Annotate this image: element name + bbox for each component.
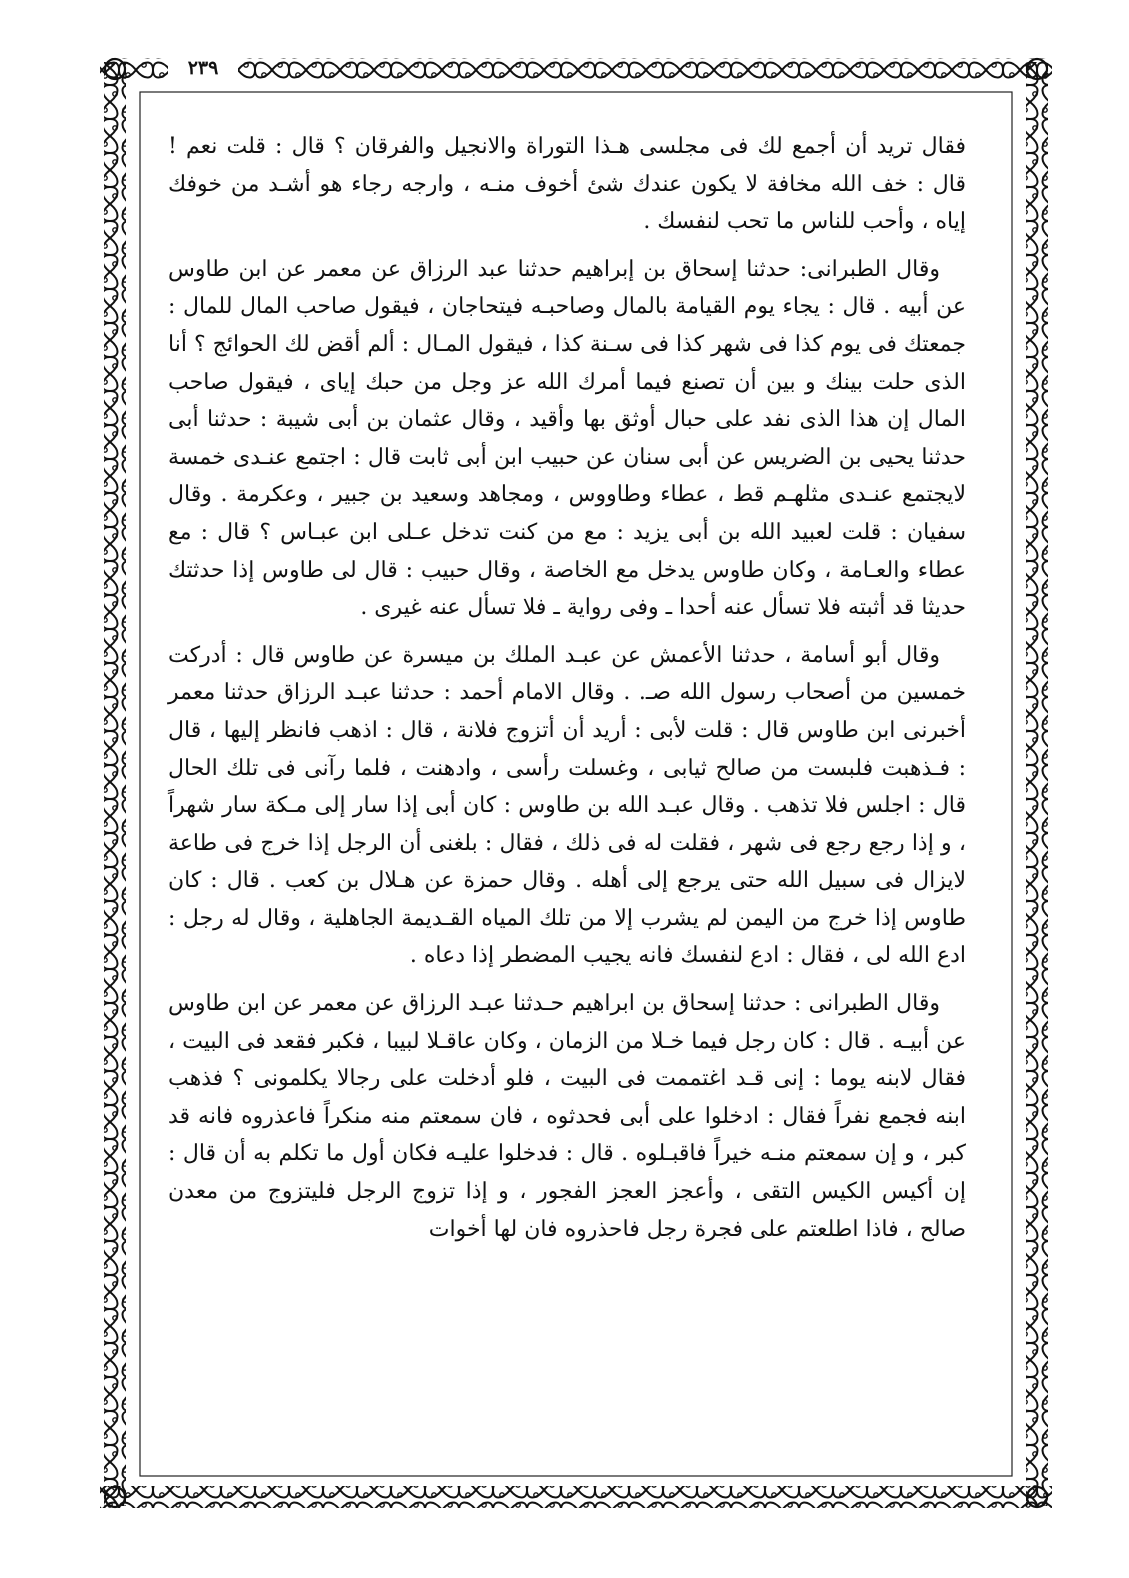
paragraph: وقال الطبرانى: حدثنا إسحاق بن إبراهيم حدثنا عبد الرزاق عن معمر عن ابن طاوس عن أبيه . قال : يجاء يوم القيامة بالمال وصاحبـه فيتحاجان ، فيقول صاحب المال للمال : جمعتك فى يوم كذا فى شهر كذا فى سـنة كذا ، فيقول المـال : ألم أقض لك الحوائج ؟ أنا الذى حلت بينك و بين أن تصنع فيما أمرك الله عز وجل من حبك إياى ، فيقول صاحب المال إن هذا الذى نفد على حبال أوثق بها وأقيد ، وقال عثمان بن أبى شيبة : حدثنا أبى حدثنا يحيى بن الضريس عن أبى سنان عن حبيب ابن أبى ثابت قال : اجتمع عنـدى خمسة لايجتمع عنـدى مثلهـم قط ، عطاء وطاووس ، ومجاهد وسعيد بن جبير ، وعكرمة . وقال سفيان : قلت لعبيد الله بن أبى يزيد : مع من كنت تدخل عـلى ابن عبـاس ؟ قال : مع عطاء والعـامة ، وكان طاوس يدخل مع الخاصة ، وقال حبيب : قال لى طاوس إذا حدثتك حديثا قد أثبته فلا تسأل عنه أحدا ـ وفى رواية ـ فلا تسأل عنه غيرى . xyxy=(168,256,967,621)
page-number: ٢٣٩ xyxy=(168,56,238,80)
paragraph: فقال تريد أن أجمع لك فى مجلسى هـذا التوراة والانجيل والفرقان ؟ قال : قلت نعم ! قال : خف الله مخافة لا يكون عندك شئ أخوف منـه ، وارجه رجاء هو أشـد من خوفك إياه ، وأحب للناس ما تحب لنفسك . xyxy=(168,134,966,235)
paragraph: وقال الطبرانى : حدثنا إسحاق بن ابراهيم حـدثنا عبـد الرزاق عن معمر عن ابن طاوس عن أبيـه . قال : كان رجل فيما خـلا من الزمان ، وكان عاقـلا لبيبا ، فكبر فقعد فى البيت ، فقال لابنه يوما : إنى قـد اغتممت فى البيت ، فلو أدخلت على رجالا يكلمونى ؟ فذهب ابنه فجمع نفراً فقال : ادخلوا على أبى فحدثوه ، فان سمعتم منه منكراً فاعذروه فانه قد كبر ، و إن سمعتم منـه خيراً فاقبـلوه . قال : فدخلوا عليـه فكان أول ما تكلم به أن قال : إن أكيس الكيس التقى ، وأعجز العجز الفجور ، و إذا تزوج الرجل فليتزوج من معدن صالح ، فاذا اطلعتم على فجرة رجل فاحذروه فان لها أخوات xyxy=(168,991,966,1242)
page-text xyxy=(168,128,966,1468)
paragraph: وقال أبو أسامة ، حدثنا الأعمش عن عبـد الملك بن ميسرة عن طاوس قال : أدركت خمسين من أصحاب رسول الله صـ. . وقال الامام أحمد : حدثنا عبـد الرزاق حدثنا معمر أخبرنى ابن طاوس قال : قلت لأبى : أريد أن أتزوج فلانة ، قال : اذهب فانظر إليها ، قال : فـذهبت فلبست من صالح ثيابى ، وغسلت رأسى ، وادهنت ، فلما رآنى فى تلك الحال قال : اجلس فلا تذهب . وقال عبـد الله بن طاوس : كان أبى إذا سار إلى مـكة سار شهراً ، و إذا رجع رجع فى شهر ، فقلت له فى ذلك ، فقال : بلغنى أن الرجل إذا خرج فى طاعة لايزال فى سبيل الله حتى يرجع إلى أهله . وقال حمزة عن هـلال بن كعب . قال : كان طاوس إذا خرج من اليمن لم يشرب إلا من تلك المياه القـديمة الجاهلية ، وقال له رجل : ادع الله لى ، فقال : ادع لنفسك فانه يجيب المضطر إذا دعاه . xyxy=(168,642,966,969)
